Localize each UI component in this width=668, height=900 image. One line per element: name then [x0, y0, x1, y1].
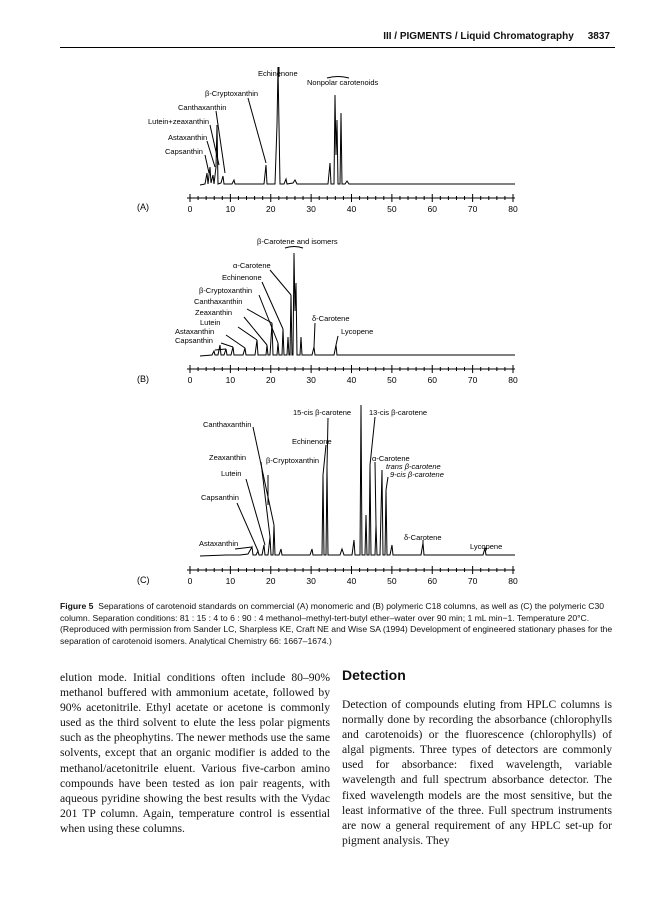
label-c-canthaxanthin: Canthaxanthin — [203, 420, 252, 429]
label-a-echinenone: Echinenone — [258, 69, 298, 78]
label-b-b-carotene-isomers: β-Carotene and isomers — [257, 237, 338, 246]
label-b-zeaxanthin: Zeaxanthin — [195, 308, 233, 317]
panel-a-label: (A) — [137, 202, 149, 212]
axis-tick-label: 60 — [427, 576, 437, 586]
label-c-capsanthin: Capsanthin — [201, 493, 239, 502]
axis-tick-label: 50 — [387, 204, 397, 214]
axis-tick-label: 40 — [346, 375, 357, 385]
label-b-a-carotene: α-Carotene — [233, 261, 271, 270]
label-a-canthaxanthin: Canthaxanthin — [178, 103, 227, 112]
caption-label: Figure 5 — [60, 601, 94, 611]
caption-text: Separations of carotenoid standards on commercial (A) monomeric and (B) polymeric C18 columns, as well as (C) the polymeric C30 column. Separation conditions: 81 : 15 : 4 to 6 : 90 : 4 methanol–methyl-tert-butyl ether–water over 90 min; 1 mL min−1. Temperature 20°C. (Reproduced with permission from Sander LC, Sharpless KE, Craft NE and Wise SA (1994) Development of engineered stationary phases for the separation of carotenoid isomers. Analytical Chemistry 66: 1667–1674.) — [60, 601, 613, 646]
label-c-15cis: 15-cis β-carotene — [293, 408, 352, 417]
axis-tick-label: 10 — [225, 576, 236, 586]
label-b-astaxanthin: Astaxanthin — [175, 327, 215, 336]
axis-tick-label: 30 — [306, 204, 316, 214]
label-c-zeaxanthin: Zeaxanthin — [209, 453, 247, 462]
axis-tick-label: 70 — [467, 576, 478, 586]
body-left-column: elution mode. Initial conditions often include 80–90% methanol buffered with ammonium acetate, followed by 90% acetonitrile. Ethyl acetate or acetone is commonly used as the third solvent to elute the less polar pigments such as the pheophytins. The newer methods use the same solvents, except that an organic modifier is added to the methanol/acetonitrile eluent. Various five-carbon amino compounds have been tested as ion pair reagents, with aqueous pyridine showing the best results with the Vydac 201 TP column. Again, temperature control is essential when using these columns. — [60, 671, 330, 835]
axis-tick-label: 40 — [346, 204, 357, 214]
label-c-9cis: 9-cis β-carotene — [390, 470, 444, 479]
axis-tick-label: 80 — [508, 375, 518, 385]
axis-tick-label: 50 — [387, 375, 397, 385]
detection-heading: Detection — [342, 667, 406, 683]
axis-tick-label: 60 — [427, 204, 437, 214]
label-a-lutein-zeaxanthin: Lutein+zeaxanthin — [148, 117, 210, 126]
header-rule — [60, 47, 615, 48]
label-c-trans-b: trans β-carotene — [386, 462, 441, 471]
label-b-d-carotene: δ-Carotene — [312, 314, 350, 323]
figure-caption — [60, 601, 620, 647]
axis-tick-label: 30 — [306, 576, 316, 586]
label-c-13cis: 13-cis β-carotene — [369, 408, 428, 417]
label-c-lycopene: Lycopene — [470, 542, 503, 551]
label-b-lycopene: Lycopene — [341, 327, 374, 336]
panel-c-label: (C) — [137, 575, 150, 585]
label-a-capsanthin: Capsanthin — [165, 147, 203, 156]
axis-tick-label: 30 — [306, 375, 316, 385]
label-c-a-carotene: α-Carotene — [372, 454, 410, 463]
axis-tick-label: 20 — [266, 576, 276, 586]
label-a-nonpolar: Nonpolar carotenoids — [307, 78, 379, 87]
axis-tick-label: 10 — [225, 375, 236, 385]
axis-c — [188, 566, 518, 586]
axis-tick-label: 70 — [467, 204, 478, 214]
axis-b — [188, 365, 518, 385]
chromatogram-figure — [0, 55, 668, 595]
running-header — [0, 31, 610, 42]
body-right-column: Detection of compounds eluting from HPLC columns is normally done by recording the absorbance (chlorophylls and carotenoids) or the fluorescence (chlorophylls) of algal pigments. Three types of detectors are commonly used for absorbance: fixed wavelength, variable wavelength and full spectrum absorbance detector. The fixed wavelength models are the most sensitive, but the least informative of the three. Full spectrum instruments are now a general requirement of any HPLC set-up for pigment analysis. They — [342, 698, 612, 847]
axis-tick-label: 40 — [346, 576, 357, 586]
label-b-b-cryptoxanthin: β-Cryptoxanthin — [199, 286, 253, 295]
label-b-capsanthin: Capsanthin — [175, 336, 213, 345]
panel-b-label: (B) — [137, 374, 149, 384]
page-number: 3837 — [587, 31, 610, 42]
axis-tick-label: 60 — [427, 375, 437, 385]
axis-tick-label: 0 — [187, 375, 193, 385]
label-c-d-carotene: δ-Carotene — [404, 533, 442, 542]
axis-tick-label: 20 — [266, 204, 276, 214]
axis-tick-label: 80 — [508, 576, 518, 586]
label-a-b-cryptoxanthin: β-Cryptoxanthin — [205, 89, 259, 98]
label-b-echinenone: Echinenone — [222, 273, 262, 282]
label-c-echinenone: Echinenone — [292, 437, 332, 446]
axis-tick-label: 20 — [266, 375, 276, 385]
axis-tick-label: 0 — [187, 204, 193, 214]
axis-tick-label: 0 — [187, 576, 193, 586]
axis-tick-label: 80 — [508, 204, 518, 214]
label-b-lutein: Lutein — [200, 318, 221, 327]
label-b-canthaxanthin: Canthaxanthin — [194, 297, 243, 306]
label-c-astaxanthin: Astaxanthin — [199, 539, 239, 548]
axis-a — [188, 194, 518, 214]
axis-tick-label: 10 — [225, 204, 236, 214]
label-c-lutein: Lutein — [221, 469, 242, 478]
axis-tick-label: 50 — [387, 576, 397, 586]
label-a-astaxanthin: Astaxanthin — [168, 133, 208, 142]
label-c-b-cryptoxanthin: β-Cryptoxanthin — [266, 456, 320, 465]
header-section: III / PIGMENTS / Liquid Chromatography — [383, 31, 574, 42]
axis-tick-label: 70 — [467, 375, 478, 385]
